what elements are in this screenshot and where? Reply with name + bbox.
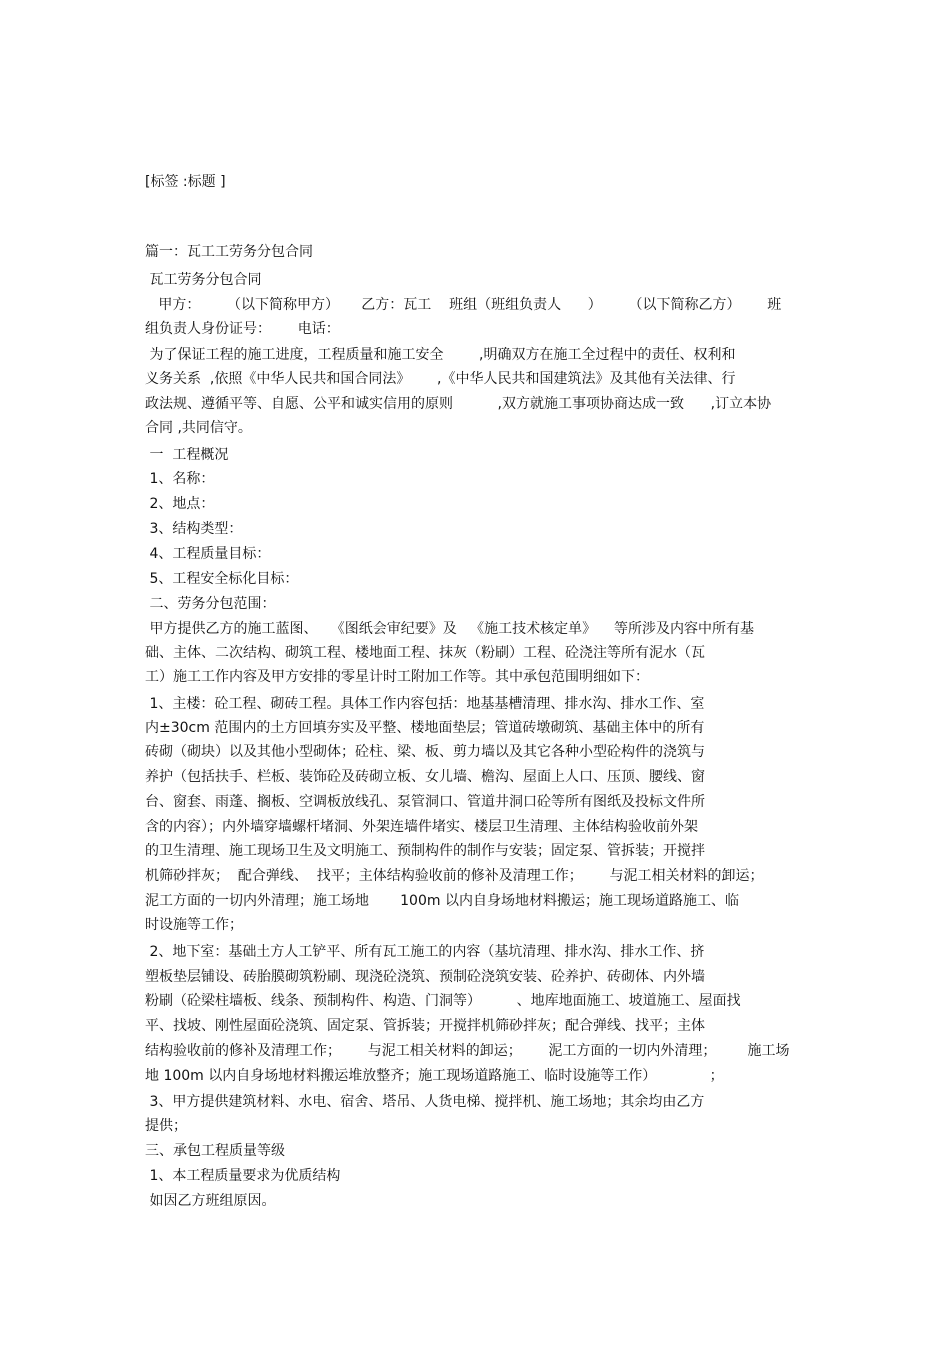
text-line: 塑板垫层铺设、砖胎膜砌筑粉刷、现浇砼浇筑、预制砼浇筑安装、砼养护、砖砌体、内外墙 bbox=[145, 969, 705, 985]
text-line: 提供； bbox=[145, 1118, 187, 1134]
text-line: 为了保证工程的施工进度，工程质量和施工安全 ,明确双方在施工全过程中的责任、权利和 bbox=[145, 347, 736, 363]
text-line: 结构验收前的修补及清理工作； 与泥工相关材料的卸运； 泥工方面的一切内外清理； 施工场 bbox=[145, 1043, 790, 1059]
text-line: 义务关系 ,依照《中华人民共和国合同法》 ,《中华人民共和国建筑法》及其他有关法律、行 bbox=[145, 371, 736, 387]
text-line: 机筛砂拌灰； 配合弹线、 找平；主体结构验收前的修补及清理工作； 与泥工相关材料的卸运； bbox=[145, 868, 764, 884]
tag-line: [标签 :标题 ] bbox=[145, 174, 226, 190]
text-line: 2、地下室：基础土方人工铲平、所有瓦工施工的内容（基坑清理、排水沟、排水工作、挤 bbox=[145, 944, 705, 960]
text-line: 的卫生清理、施工现场卫生及文明施工、预制构件的制作与安装；固定泵、管拆装；开搅拌 bbox=[145, 843, 705, 859]
text-line: 1、主楼：砼工程、砌砖工程。具体工作内容包括：地基基槽清理、排水沟、排水工作、室 bbox=[145, 696, 705, 712]
text-line: 甲方提供乙方的施工蓝图、 《图纸会审纪要》及 《施工技术核定单》 等所涉及内容中所有基 bbox=[145, 621, 754, 637]
section-heading: 一 工程概况 bbox=[145, 447, 229, 463]
text-line: 3、结构类型： bbox=[145, 521, 243, 537]
text-line: 泥工方面的一切内外清理；施工场地 100m 以内自身场地材料搬运；施工现场道路施工、临 bbox=[145, 893, 739, 909]
text-line: 砖砌（砌块）以及其他小型砌体；砼柱、梁、板、剪力墙以及其它各种小型砼构件的浇筑与 bbox=[145, 744, 705, 760]
text-line: 内±30cm 范围内的土方回填夯实及平整、楼地面垫层；管道砖墩砌筑、基础主体中的所有 bbox=[145, 720, 705, 736]
text-line: 合同 ,共同信守。 bbox=[145, 420, 252, 436]
text-line: 如因乙方班组原因。 bbox=[145, 1193, 276, 1209]
text-line: 工）施工工作内容及甲方安排的零星计时工附加工作等。其中承包范围明细如下： bbox=[145, 669, 649, 685]
text-line: 1、本工程质量要求为优质结构 bbox=[145, 1168, 341, 1184]
section-heading: 三、承包工程质量等级 bbox=[145, 1143, 285, 1159]
text-line: 地 100m 以内自身场地材料搬运堆放整齐；施工现场道路施工、临时设施等工作） ； bbox=[145, 1068, 724, 1084]
text-line: 篇一：瓦工工劳务分包合同 bbox=[145, 244, 313, 260]
text-line: 政法规、遵循平等、自愿、公平和诚实信用的原则 ,双方就施工事项协商达成一致 ,订立本协 bbox=[145, 396, 772, 412]
section-heading: 二、劳务分包范围： bbox=[145, 596, 276, 612]
text-line: 粉刷（砼梁柱墙板、线条、预制构件、构造、门洞等） 、地库地面施工、坡道施工、屋面找 bbox=[145, 993, 741, 1009]
text-line: 2、地点： bbox=[145, 496, 215, 512]
text-line: 5、工程安全标化目标： bbox=[145, 571, 299, 587]
text-line: 组负责人身份证号： 电话： bbox=[145, 321, 340, 337]
text-line: 台、窗套、雨蓬、搁板、空调板放线孔、泵管洞口、管道井洞口砼等所有图纸及投标文件所 bbox=[145, 794, 705, 810]
text-line: 养护（包括扶手、栏板、装饰砼及砖砌立板、女儿墙、檐沟、屋面上人口、压顶、腰线、窗 bbox=[145, 769, 705, 785]
text-line: 含的内容）；内外墙穿墙螺杆堵洞、外架连墙件堵实、楼层卫生清理、主体结构验收前外架 bbox=[145, 819, 698, 835]
text-line: 4、工程质量目标： bbox=[145, 546, 271, 562]
text-line: 瓦工劳务分包合同 bbox=[145, 272, 262, 288]
text-line: 时设施等工作； bbox=[145, 917, 243, 933]
text-line: 平、找坡、刚性屋面砼浇筑、固定泵、管拆装；开搅拌机筛砂拌灰；配合弹线、找平；主体 bbox=[145, 1018, 705, 1034]
text-line: 甲方： （以下简称甲方） 乙方：瓦工 班组（班组负责人 ） （以下简称乙方） 班 bbox=[145, 297, 782, 313]
text-line: 1、名称： bbox=[145, 471, 215, 487]
text-line: 础、主体、二次结构、砌筑工程、楼地面工程、抹灰（粉刷）工程、砼浇注等所有泥水（瓦 bbox=[145, 645, 705, 661]
text-line: 3、甲方提供建筑材料、水电、宿舍、塔吊、人货电梯、搅拌机、施工场地；其余均由乙方 bbox=[145, 1094, 705, 1110]
